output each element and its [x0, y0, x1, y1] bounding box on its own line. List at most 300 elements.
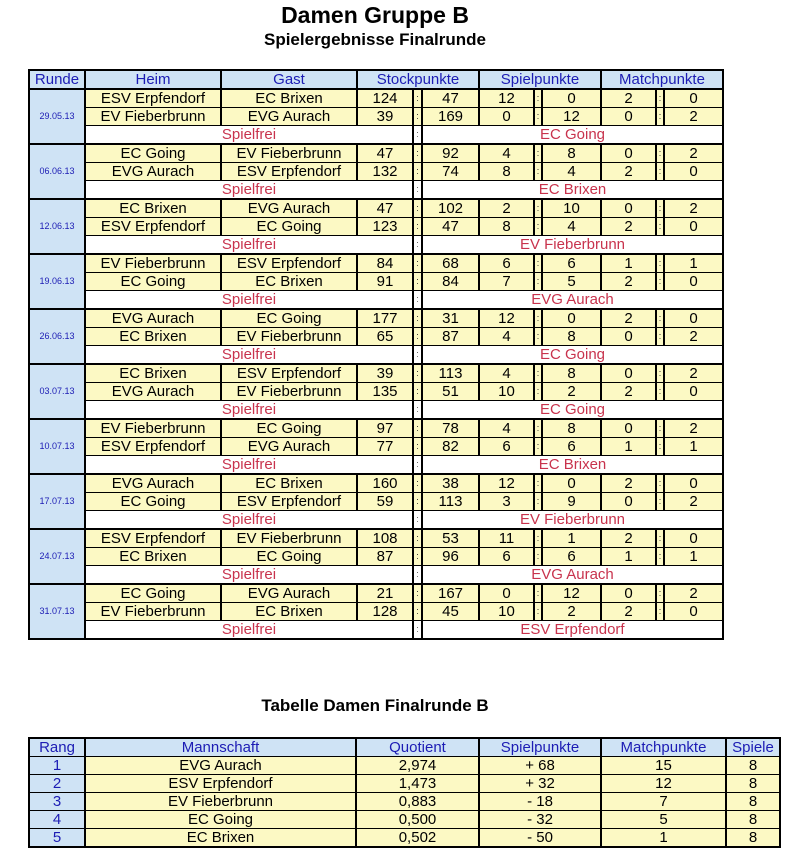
match-row [29, 89, 723, 108]
matchpunkte-home: 0 [601, 328, 656, 346]
matchpunkte-away: 0 [664, 474, 723, 493]
spielpunkte-away: 6 [542, 548, 601, 566]
score-separator: : [413, 89, 422, 108]
standings-title: Tabelle Damen Finalrunde B [261, 696, 489, 715]
score-separator: : [413, 199, 422, 218]
team-name: EV Fieberbrunn [85, 793, 356, 811]
match-row [29, 419, 723, 438]
score-separator: : [534, 364, 542, 383]
stockpunkte-home: 65 [357, 328, 413, 346]
spielpunkte-home: 3 [479, 493, 534, 511]
score-separator: : [413, 493, 422, 511]
match-row [29, 603, 723, 621]
home-team: EVG Aurach [85, 309, 221, 328]
rank: 4 [29, 811, 85, 829]
bye-row [29, 346, 723, 365]
score-separator: : [534, 273, 542, 291]
team-name: ESV Erpfendorf [85, 775, 356, 793]
stockpunkte-home: 39 [357, 364, 413, 383]
match-row [29, 328, 723, 346]
score-separator: : [534, 383, 542, 401]
stockpunkte-home: 47 [357, 144, 413, 163]
matchpunkte-away: 1 [664, 254, 723, 273]
stockpunkte-away: 96 [422, 548, 479, 566]
match-row [29, 218, 723, 236]
spielpunkte-away: 6 [542, 438, 601, 456]
stockpunkte-away: 167 [422, 584, 479, 603]
rank: 2 [29, 775, 85, 793]
score-separator: : [534, 584, 542, 603]
home-team: EV Fieberbrunn [85, 108, 221, 126]
round-date: 26.06.13 [29, 309, 85, 364]
matchpunkte-away: 0 [664, 383, 723, 401]
spiele: 8 [726, 775, 780, 793]
away-team: EVG Aurach [221, 199, 357, 218]
bye-team: EC Brixen [422, 181, 723, 200]
away-team: EC Going [221, 548, 357, 566]
bye-team: EC Going [422, 126, 723, 145]
match-row [29, 529, 723, 548]
standings-row [29, 793, 780, 811]
score-separator: : [413, 236, 422, 255]
stockpunkte-away: 51 [422, 383, 479, 401]
results-table [28, 69, 724, 640]
quotient: 0,883 [356, 793, 479, 811]
score-separator: : [534, 603, 542, 621]
stockpunkte-away: 113 [422, 493, 479, 511]
matchpunkte-home: 1 [601, 254, 656, 273]
score-separator: : [413, 309, 422, 328]
home-team: EC Going [85, 144, 221, 163]
home-team: EC Brixen [85, 199, 221, 218]
home-team: EV Fieberbrunn [85, 419, 221, 438]
bye-team: ESV Erpfendorf [422, 621, 723, 640]
match-row [29, 273, 723, 291]
score-separator: : [534, 144, 542, 163]
home-team: EC Brixen [85, 328, 221, 346]
matchpunkte-away: 0 [664, 89, 723, 108]
standings-row [29, 757, 780, 775]
bye-label: Spielfrei [85, 236, 413, 255]
score-separator: : [413, 621, 422, 640]
bye-team: EVG Aurach [422, 291, 723, 310]
score-separator: : [534, 309, 542, 328]
home-team: EC Brixen [85, 364, 221, 383]
matchpunkte-away: 1 [664, 438, 723, 456]
spielpunkte-away: 8 [542, 364, 601, 383]
matchpunkte-home: 1 [601, 438, 656, 456]
score-separator: : [656, 254, 664, 273]
col-header-matchpunkte: Matchpunkte [601, 70, 723, 89]
matchpunkte-home: 2 [601, 474, 656, 493]
page-title: Damen Gruppe B [281, 2, 469, 28]
spiele: 8 [726, 829, 780, 848]
matchpunkte-home: 2 [601, 383, 656, 401]
bye-row [29, 291, 723, 310]
col-header-spiele: Spiele [726, 738, 780, 757]
home-team: EVG Aurach [85, 383, 221, 401]
spiele: 8 [726, 793, 780, 811]
results-header-row [29, 70, 723, 89]
bye-team: EV Fieberbrunn [422, 236, 723, 255]
home-team: EV Fieberbrunn [85, 603, 221, 621]
away-team: EVG Aurach [221, 438, 357, 456]
stockpunkte-away: 78 [422, 419, 479, 438]
matchpunkte-home: 2 [601, 163, 656, 181]
standings-row [29, 775, 780, 793]
score-separator: : [534, 493, 542, 511]
standings-header-row [29, 738, 780, 757]
matchpunkte-home: 0 [601, 108, 656, 126]
match-row [29, 548, 723, 566]
score-separator: : [656, 493, 664, 511]
matchpunkte-away: 0 [664, 309, 723, 328]
score-separator: : [656, 584, 664, 603]
stockpunkte-home: 77 [357, 438, 413, 456]
stockpunkte-home: 59 [357, 493, 413, 511]
match-row [29, 163, 723, 181]
rank: 5 [29, 829, 85, 848]
spielpunkte-home: 11 [479, 529, 534, 548]
matchpunkte-home: 0 [601, 493, 656, 511]
match-row [29, 383, 723, 401]
bye-label: Spielfrei [85, 566, 413, 585]
score-separator: : [534, 419, 542, 438]
match-row [29, 108, 723, 126]
match-row [29, 144, 723, 163]
away-team: EC Going [221, 309, 357, 328]
score-separator: : [413, 254, 422, 273]
score-separator: : [656, 218, 664, 236]
score-separator: : [656, 309, 664, 328]
bye-team: EC Going [422, 346, 723, 365]
quotient: 1,473 [356, 775, 479, 793]
stockpunkte-home: 84 [357, 254, 413, 273]
spiele: 8 [726, 757, 780, 775]
spielpunkte-home: 2 [479, 199, 534, 218]
bye-row [29, 181, 723, 200]
matchpunkte-home: 0 [601, 584, 656, 603]
quotient: 0,500 [356, 811, 479, 829]
match-row [29, 364, 723, 383]
spielpunkte-away: 1 [542, 529, 601, 548]
matchpunkte-away: 0 [664, 603, 723, 621]
matchpunkte: 7 [601, 793, 726, 811]
away-team: ESV Erpfendorf [221, 254, 357, 273]
stockpunkte-home: 132 [357, 163, 413, 181]
spiele: 8 [726, 811, 780, 829]
score-separator: : [413, 456, 422, 475]
spielpunkte-home: 4 [479, 419, 534, 438]
results-body [29, 89, 723, 639]
col-header-mannschaft: Mannschaft [85, 738, 356, 757]
stockpunkte-home: 177 [357, 309, 413, 328]
home-team: EC Brixen [85, 548, 221, 566]
away-team: ESV Erpfendorf [221, 364, 357, 383]
away-team: EV Fieberbrunn [221, 144, 357, 163]
bye-row [29, 621, 723, 640]
score-separator: : [413, 291, 422, 310]
matchpunkte-away: 0 [664, 273, 723, 291]
stockpunkte-away: 45 [422, 603, 479, 621]
spielpunkte-away: 0 [542, 309, 601, 328]
score-separator: : [413, 438, 422, 456]
matchpunkte-home: 2 [601, 89, 656, 108]
bye-label: Spielfrei [85, 621, 413, 640]
stockpunkte-home: 47 [357, 199, 413, 218]
score-separator: : [413, 346, 422, 365]
score-separator: : [656, 529, 664, 548]
spielpunkte-away: 0 [542, 89, 601, 108]
match-row [29, 438, 723, 456]
match-row [29, 493, 723, 511]
away-team: EC Going [221, 419, 357, 438]
score-separator: : [413, 108, 422, 126]
matchpunkte-home: 2 [601, 218, 656, 236]
round-date: 10.07.13 [29, 419, 85, 474]
matchpunkte-away: 1 [664, 548, 723, 566]
score-separator: : [656, 548, 664, 566]
home-team: ESV Erpfendorf [85, 89, 221, 108]
home-team: EC Going [85, 273, 221, 291]
score-separator: : [656, 108, 664, 126]
stockpunkte-away: 87 [422, 328, 479, 346]
bye-label: Spielfrei [85, 456, 413, 475]
stockpunkte-away: 92 [422, 144, 479, 163]
bye-label: Spielfrei [85, 291, 413, 310]
stockpunkte-away: 47 [422, 89, 479, 108]
col-header-heim: Heim [85, 70, 221, 89]
score-separator: : [413, 273, 422, 291]
away-team: EVG Aurach [221, 108, 357, 126]
score-separator: : [534, 254, 542, 273]
stockpunkte-home: 87 [357, 548, 413, 566]
away-team: ESV Erpfendorf [221, 163, 357, 181]
spielpunkte-home: 6 [479, 438, 534, 456]
spielpunkte-home: 12 [479, 89, 534, 108]
matchpunkte-away: 0 [664, 529, 723, 548]
home-team: EV Fieberbrunn [85, 254, 221, 273]
spielpunkte: - 18 [479, 793, 601, 811]
team-name: EVG Aurach [85, 757, 356, 775]
spielpunkte-home: 6 [479, 548, 534, 566]
team-name: EC Going [85, 811, 356, 829]
score-separator: : [656, 438, 664, 456]
spielpunkte-away: 2 [542, 603, 601, 621]
matchpunkte-away: 2 [664, 364, 723, 383]
score-separator: : [656, 364, 664, 383]
col-header-runde: Runde [29, 70, 85, 89]
score-separator: : [534, 218, 542, 236]
stockpunkte-home: 123 [357, 218, 413, 236]
stockpunkte-home: 108 [357, 529, 413, 548]
spielpunkte-away: 8 [542, 419, 601, 438]
matchpunkte-away: 2 [664, 328, 723, 346]
away-team: EVG Aurach [221, 584, 357, 603]
spielpunkte-home: 0 [479, 108, 534, 126]
round-date: 31.07.13 [29, 584, 85, 639]
spielpunkte-home: 4 [479, 328, 534, 346]
away-team: EC Brixen [221, 603, 357, 621]
stockpunkte-away: 68 [422, 254, 479, 273]
col-header-stockpunkte: Stockpunkte [357, 70, 479, 89]
spielpunkte-home: 8 [479, 163, 534, 181]
away-team: EV Fieberbrunn [221, 328, 357, 346]
matchpunkte-home: 2 [601, 529, 656, 548]
score-separator: : [413, 364, 422, 383]
rank: 3 [29, 793, 85, 811]
matchpunkte-away: 2 [664, 108, 723, 126]
bye-row [29, 401, 723, 420]
score-separator: : [656, 474, 664, 493]
away-team: EV Fieberbrunn [221, 383, 357, 401]
bye-row [29, 236, 723, 255]
matchpunkte: 15 [601, 757, 726, 775]
matchpunkte: 1 [601, 829, 726, 848]
match-row [29, 199, 723, 218]
bye-team: EC Brixen [422, 456, 723, 475]
spielpunkte-home: 12 [479, 474, 534, 493]
stockpunkte-home: 160 [357, 474, 413, 493]
away-team: EC Brixen [221, 474, 357, 493]
round-date: 17.07.13 [29, 474, 85, 529]
quotient: 2,974 [356, 757, 479, 775]
matchpunkte-home: 2 [601, 273, 656, 291]
team-name: EC Brixen [85, 829, 356, 848]
score-separator: : [413, 419, 422, 438]
score-separator: : [656, 199, 664, 218]
round-date: 29.05.13 [29, 89, 85, 144]
matchpunkte-away: 2 [664, 144, 723, 163]
round-date: 03.07.13 [29, 364, 85, 419]
spielpunkte-home: 4 [479, 364, 534, 383]
bye-team: EVG Aurach [422, 566, 723, 585]
score-separator: : [656, 328, 664, 346]
score-separator: : [413, 181, 422, 200]
score-separator: : [413, 474, 422, 493]
home-team: ESV Erpfendorf [85, 218, 221, 236]
spielpunkte-home: 4 [479, 144, 534, 163]
matchpunkte: 5 [601, 811, 726, 829]
bye-row [29, 126, 723, 145]
standings-row [29, 811, 780, 829]
home-team: ESV Erpfendorf [85, 438, 221, 456]
stockpunkte-home: 21 [357, 584, 413, 603]
away-team: EV Fieberbrunn [221, 529, 357, 548]
quotient: 0,502 [356, 829, 479, 848]
score-separator: : [656, 273, 664, 291]
stockpunkte-away: 82 [422, 438, 479, 456]
spielpunkte-home: 0 [479, 584, 534, 603]
score-separator: : [534, 108, 542, 126]
bye-row [29, 456, 723, 475]
spielpunkte-away: 12 [542, 108, 601, 126]
stockpunkte-home: 39 [357, 108, 413, 126]
standings-row [29, 829, 780, 848]
score-separator: : [534, 548, 542, 566]
score-separator: : [534, 89, 542, 108]
match-row [29, 309, 723, 328]
bye-label: Spielfrei [85, 181, 413, 200]
matchpunkte-home: 2 [601, 309, 656, 328]
stockpunkte-away: 38 [422, 474, 479, 493]
score-separator: : [656, 89, 664, 108]
stockpunkte-away: 53 [422, 529, 479, 548]
score-separator: : [534, 529, 542, 548]
matchpunkte-home: 0 [601, 199, 656, 218]
spielpunkte-away: 2 [542, 383, 601, 401]
spielpunkte-away: 8 [542, 328, 601, 346]
round-date: 06.06.13 [29, 144, 85, 199]
score-separator: : [413, 401, 422, 420]
rank: 1 [29, 757, 85, 775]
score-separator: : [413, 328, 422, 346]
match-row [29, 474, 723, 493]
bye-label: Spielfrei [85, 346, 413, 365]
score-separator: : [656, 419, 664, 438]
matchpunkte-away: 2 [664, 419, 723, 438]
bye-row [29, 566, 723, 585]
spielpunkte-away: 10 [542, 199, 601, 218]
stockpunkte-away: 47 [422, 218, 479, 236]
spielpunkte-home: 6 [479, 254, 534, 273]
stockpunkte-away: 169 [422, 108, 479, 126]
score-separator: : [413, 383, 422, 401]
matchpunkte-away: 2 [664, 584, 723, 603]
score-separator: : [413, 163, 422, 181]
score-separator: : [656, 603, 664, 621]
matchpunkte-home: 0 [601, 144, 656, 163]
spielpunkte-away: 8 [542, 144, 601, 163]
score-separator: : [534, 438, 542, 456]
score-separator: : [656, 383, 664, 401]
score-separator: : [413, 144, 422, 163]
spielpunkte-home: 8 [479, 218, 534, 236]
round-date: 24.07.13 [29, 529, 85, 584]
spielpunkte-home: 10 [479, 383, 534, 401]
score-separator: : [413, 126, 422, 145]
score-separator: : [534, 474, 542, 493]
score-separator: : [413, 566, 422, 585]
score-separator: : [413, 548, 422, 566]
away-team: EC Brixen [221, 89, 357, 108]
spielpunkte-away: 0 [542, 474, 601, 493]
col-header-spielpunkte: Spielpunkte [479, 738, 601, 757]
score-separator: : [656, 163, 664, 181]
col-header-matchpunkte: Matchpunkte [601, 738, 726, 757]
home-team: EVG Aurach [85, 163, 221, 181]
spielpunkte: - 32 [479, 811, 601, 829]
away-team: EC Brixen [221, 273, 357, 291]
spielpunkte-home: 7 [479, 273, 534, 291]
stockpunkte-home: 128 [357, 603, 413, 621]
matchpunkte-away: 0 [664, 163, 723, 181]
home-team: EC Going [85, 584, 221, 603]
matchpunkte-away: 2 [664, 493, 723, 511]
stockpunkte-home: 135 [357, 383, 413, 401]
bye-label: Spielfrei [85, 126, 413, 145]
round-date: 19.06.13 [29, 254, 85, 309]
spielpunkte-away: 6 [542, 254, 601, 273]
standings-table [28, 737, 781, 848]
matchpunkte-away: 2 [664, 199, 723, 218]
col-header-quotient: Quotient [356, 738, 479, 757]
score-separator: : [413, 511, 422, 530]
spielpunkte-away: 4 [542, 218, 601, 236]
matchpunkte-away: 0 [664, 218, 723, 236]
match-row [29, 584, 723, 603]
stockpunkte-away: 102 [422, 199, 479, 218]
